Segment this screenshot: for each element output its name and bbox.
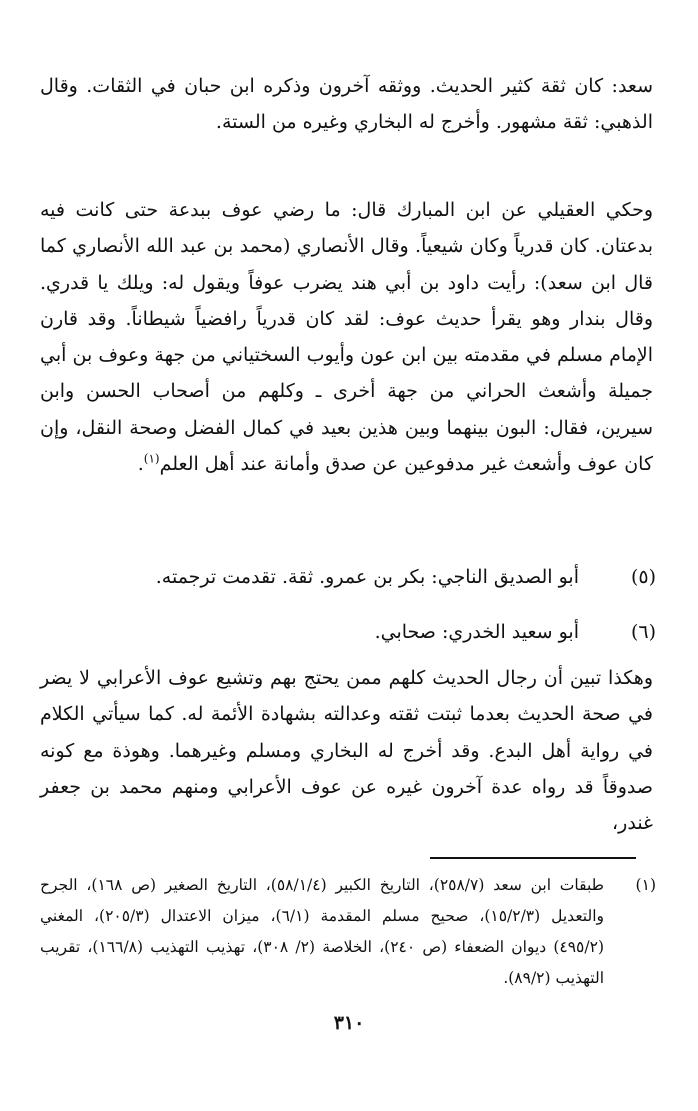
footnote-number: (١): [635, 876, 656, 894]
footnote-text: طبقات ابن سعد (٢٥٨/٧)، التاريخ الكبير (٥٨/١/٤)، التاريخ الصغير (ص ١٦٨)، الجرح والتعديل (١٥/٢/٣)، صحيح مسلم المقدمة (٦/١)، ميزان الاعتدال (٢٠٥/٣)، المغني (٤٩٥/٢) ديوان الضعفاء (ص ٢٤٠)، الخلاصة (٢/ ٣٠٨)، تهذيب التهذيب (١٦٦/٨)، تقريب التهذيب (٨٩/٢).: [40, 876, 604, 987]
narrator-item-number: (٥): [630, 566, 656, 588]
paragraph-conclusion: وهكذا تبين أن رجال الحديث كلهم ممن يحتج بهم وتشيع عوف الأعرابي لا يضر في صحة الحديث بعدما ثبتت ثقته وعدالته بشهادة الأئمة له. كما سيأتي الكلام في رواية أهل البدع. وقد أخرج له البخاري ومسلم وغيرهما. وهوذة مع كونه صدوقاً قد رواه عدة آخرون غيره عن عوف الأعرابي ومنهم محمد بن جعفر غندر،: [40, 667, 653, 835]
footnote-separator: [430, 857, 636, 859]
narrator-item-number: (٦): [630, 621, 656, 643]
paragraph-aqili-report: وحكي العقيلي عن ابن المبارك قال: ما رضي عوف ببدعة حتى كانت فيه بدعتان. كان قدرياً وكان شيعياً. وقال الأنصاري (محمد بن عبد الله الأنصاري كما قال ابن سعد): رأيت داود بن أبي هند يضرب عوفاً ويقول له: ويلك يا قدري. وقال بندار وهو يقرأ حديث عوف: لقد كان قدرياً رافضياً شيطاناً. وقد قارن الإمام مسلم في مقدمته بين ابن عون وأيوب السختياني من جهة وعوف بن أبي جميلة وأشعث الحراني من جهة أخرى ـ وكلهم من أصحاب الحسن وابن سيرين، فقال: البون بينهما وبين هذين بعيد في كمال الفضل وصحة النقل، وإن كان عوف وأشعث غير مدفوعين عن صدق وأمانة عند أهل العلم$^{(١)}$.: [40, 199, 653, 476]
footnote: [40, 870, 656, 994]
paragraph-narrator-saad: سعد: كان ثقة كثير الحديث. ووثقه آخرون وذكره ابن حبان في الثقات. وقال الذهبي: ثقة مشهور. وأخرج له البخاري وغيره من الستة.: [40, 75, 653, 134]
page-number: ٣١٠: [333, 1012, 365, 1034]
narrator-item-text: أبو الصديق الناجي: بكر بن عمرو. ثقة. تقدمت ترجمته.: [155, 566, 579, 588]
footnote-reference-mark[interactable]: (١): [143, 451, 160, 466]
narrator-item-text: أبو سعيد الخدري: صحابي.: [374, 621, 579, 643]
paragraph-aqili-text: وحكي العقيلي عن ابن المبارك قال: ما رضي عوف ببدعة حتى كانت فيه بدعتان. كان قدرياً وكان شيعياً. وقال الأنصاري (محمد بن عبد الله الأنصاري كما قال ابن سعد): رأيت داود بن أبي هند يضرب عوفاً ويقول له: ويلك يا قدري. وقال بندار وهو يقرأ حديث عوف: لقد كان قدرياً رافضياً شيطاناً. وقد قارن الإمام مسلم في مقدمته بين ابن عون وأيوب السختياني من جهة وعوف بن أبي جميلة وأشعث الحراني من جهة أخرى ـ وكلهم من أصحاب الحسن وابن سيرين، فقال: البون بينهما وبين هذين بعيد في كمال الفضل وصحة النقل، وإن كان عوف وأشعث غير مدفوعين عن صدق وأمانة عند أهل العلم: [40, 199, 653, 476]
